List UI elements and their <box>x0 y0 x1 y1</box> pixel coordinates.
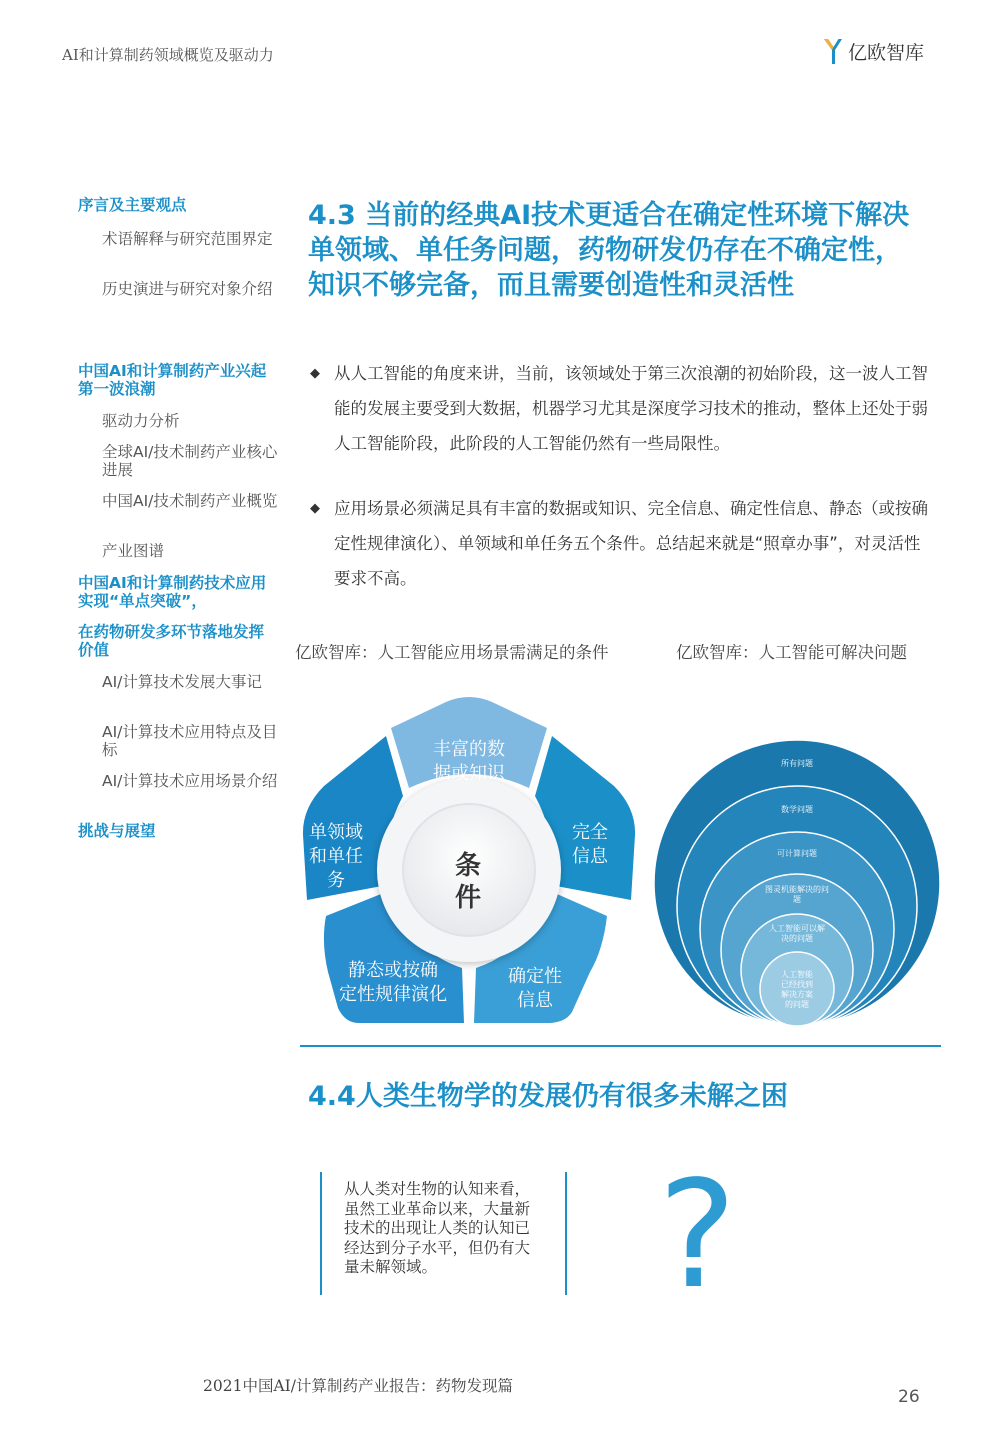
segment-label: 丰富的数 <box>433 739 505 760</box>
section-4-4-title: 4.4人类生物学的发展仍有很多未解之困 <box>308 1081 788 1112</box>
quote-line: 从人类对生物的认知来看， <box>344 1180 531 1198</box>
logo-text: 亿欧智库 <box>848 41 925 64</box>
scope-circle-label: 数学问题 <box>781 805 813 814</box>
toc-item[interactable]: 中国AI/技术制药产业概览 <box>102 492 278 510</box>
toc-item[interactable]: 中国AI和计算制药技术应用实现“单点突破”， <box>78 574 267 610</box>
toc-item[interactable]: 历史演进与研究对象介绍 <box>102 280 273 298</box>
scope-circle-label: 题 <box>793 895 801 904</box>
toc-item[interactable]: AI/计算技术应用场景介绍 <box>102 772 278 790</box>
scope-circle-label: 人工智能 <box>781 970 813 979</box>
segment-label: 务 <box>327 870 345 891</box>
toc-item[interactable]: 序言及主要观点 <box>78 196 187 214</box>
toc-item[interactable]: AI/计算技术应用特点及目标 <box>102 723 278 759</box>
segment-label: 确定性 <box>508 966 562 987</box>
segment-label: 信息 <box>517 990 553 1011</box>
quote-box <box>320 1172 567 1295</box>
quote-line: 经达到分子水平，但仍有大 <box>344 1238 531 1257</box>
toc-item[interactable]: AI/计算技术发展大事记 <box>102 673 262 691</box>
segment-label: 和单任 <box>309 846 363 867</box>
scope-circle-label: 的问题 <box>785 1000 809 1009</box>
problem-scope-circles-diagram <box>652 700 942 1030</box>
diamond-bullet-icon: ◆ <box>310 366 320 381</box>
quote-line: 技术的出现让人类的认知已 <box>344 1219 531 1238</box>
section-divider <box>300 1045 941 1047</box>
scope-circle-label: 已经找到 <box>781 980 813 989</box>
scope-circle-label: 图灵机能解决的问 <box>765 885 829 894</box>
bullet-paragraph <box>310 356 935 461</box>
scope-circle-label: 所有问题 <box>781 759 813 768</box>
page-number: 26 <box>898 1387 920 1407</box>
quote-line: 量未解领域。 <box>344 1258 438 1277</box>
figure-right-caption: 亿欧智库：人工智能可解决问题 <box>676 643 907 662</box>
conditions-pentagon-diagram <box>288 690 650 1030</box>
header-title: AI和计算制药领域概览及驱动力 <box>62 46 274 64</box>
figure-left-caption: 亿欧智库：人工智能应用场景需满足的条件 <box>295 643 609 662</box>
toc-item[interactable]: 在药物研发多环节落地发挥价值 <box>78 623 265 659</box>
logo <box>822 36 924 66</box>
center-label-line2: 件 <box>454 883 482 913</box>
segment-label: 单领域 <box>309 822 363 843</box>
bullet-paragraph <box>310 491 935 596</box>
quote-line: 虽然工业革命以来，大量新 <box>344 1199 531 1218</box>
segment-label: 信息 <box>572 846 608 867</box>
scope-circle-label: 人工智能可以解 <box>769 924 825 933</box>
toc-item[interactable]: 全球AI/技术制药产业核心进展 <box>102 443 278 479</box>
scope-circle-label: 可计算问题 <box>777 849 817 858</box>
section-4-3-title: 4.3 当前的经典AI技术更适合在确定性环境下解决单领域、单任务问题，药物研发仍存在不确定性，知识不够完备，而且需要创造性和灵活性 <box>308 200 910 301</box>
toc-item[interactable]: 术语解释与研究范围界定 <box>102 230 273 248</box>
segment-label: 定性规律演化 <box>339 984 447 1005</box>
toc-item[interactable]: 挑战与展望 <box>78 822 156 840</box>
bullet-text: 从人工智能的角度来讲，当前，该领域处于第三次浪潮的初始阶段，这一波人工智能的发展主要受到大数据，机器学习尤其是深度学习技术的推动，整体上还处于弱人工智能阶段，此阶段的人工智能仍然有一些局限性。 <box>334 364 928 453</box>
question-mark-icon: ? <box>658 1149 737 1321</box>
scope-circle-label: 决的问题 <box>781 934 813 943</box>
diamond-bullet-icon: ◆ <box>310 501 320 516</box>
scope-circle-label: 解决方案 <box>781 990 813 999</box>
bullet-text: 应用场景必须满足具有丰富的数据或知识、完全信息、确定性信息、静态（或按确定性规律演化）、单领域和单任务五个条件。总结起来就是“照章办事”，对灵活性要求不高。 <box>334 499 928 588</box>
center-label-line1: 条 <box>454 851 482 881</box>
yiou-logo-icon <box>822 36 844 66</box>
toc-item[interactable]: 中国AI和计算制药产业兴起第一波浪潮 <box>78 362 267 398</box>
toc-item[interactable]: 驱动力分析 <box>102 412 180 430</box>
segment-label: 完全 <box>572 822 608 843</box>
segment-label: 据或知识 <box>433 763 505 784</box>
scope-circle <box>760 952 834 1026</box>
footer-report-title: 2021中国AI/计算制药产业报告：药物发现篇 <box>203 1377 513 1395</box>
segment-label: 静态或按确 <box>348 960 438 981</box>
toc-item[interactable]: 产业图谱 <box>102 542 165 560</box>
